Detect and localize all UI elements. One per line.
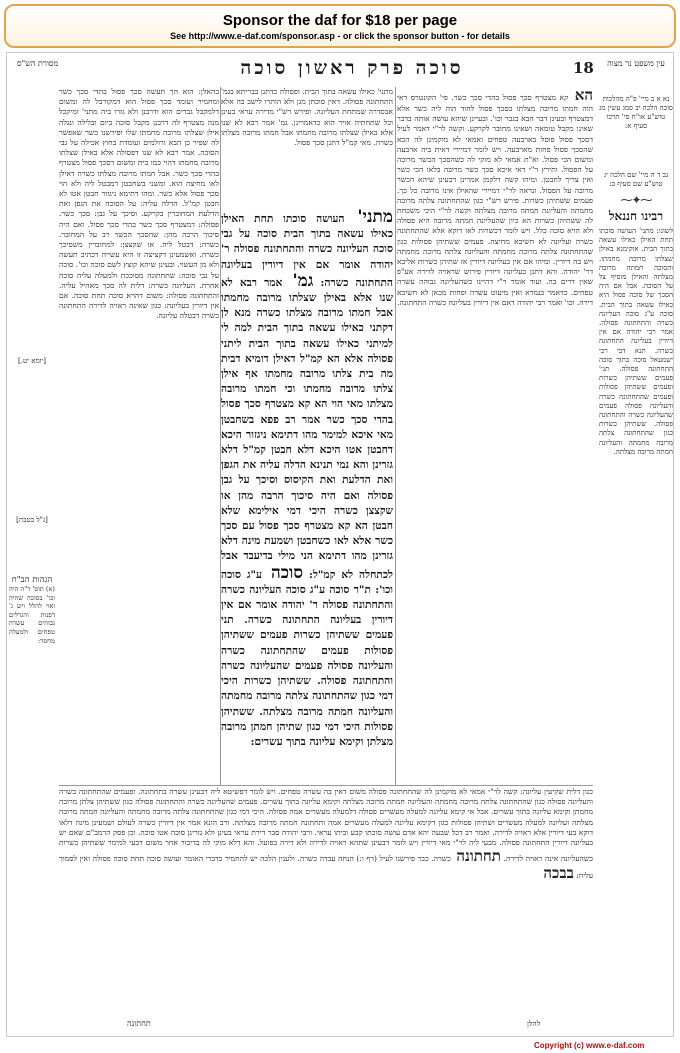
sugya-text: ע"ג סוכה וכו': ת"ר סוכה ע"ג סוכה העליונה כשרה והתחתונה פסולה ר' יהודה אומר אם אין דיורין בעליונה התחתונה כשרה. תני פעמים ששתיהן כשרות פעמים ששתיהן פסולות פעמים שהתחתונה כשרה והעליונה פסולה פעמים שהעליונה כשרה והתחתונה פסולה. ששתיהן כשרות היכי דמי כגון שהתחתונה צלתה מרובה מחמתה והעליונה חמתה מרובה מצלתה. ששתיהן פסולות היכי דמי כגון שתיהן חמתן מרובה מצלתן וקימא עליונה בתוך עשרים: — [221, 568, 393, 748]
page-header — [7, 53, 675, 87]
gemara-column — [221, 209, 393, 785]
ornament-divider: ⁓✦⁓ — [620, 193, 652, 207]
hagahot-title: הגהות הב"ח — [11, 575, 53, 585]
catch-word: תחתונה — [127, 1019, 151, 1028]
hagahot-text: (א) תוס' ד"ה היה וכו' בסוכה שהיה ואוי להלל ויש ג' דפנות והגדלים גבוהים עשרה טפחים ולמעלה מחסר: — [9, 585, 55, 645]
rabbeinu-chananel-text: לשונו: מתני' העושה סוכתו תחת האילן כאילו עשאה בתוך הבית. אוקימנא באילן שצלתו מרובה מחמתו. והסוכה חמתה מרובה מצלתה והאילן מוסיף צל על הסוכה. אבל אם היה הסכך של סוכה פסול היא כאילו עשאה בתוך הבית. סוכה ע"ג סוכה העליונה כשרה והתחתונה פסולה. אמר רבי יהודה אם אין דיורין בעליונה התחתונה כשרה. תנא דבי רבי ישמעאל סוכה בתוך סוכה התחתונה פסולה. תני' פעמים ששתיהן כשרות ופעמים ששתיהן פסולות ופעמים שהתחתונה כשרה והעליונה פסולה פעמים שהעליונה כשרה והתחתונה פסולה. ששתיהן כשרות כגון שהתחתונה צלתה מרובה מחמתה והעליונה חמתה מרובה מצלתה. — [599, 227, 673, 456]
gemara-heading: גמ' — [292, 270, 314, 291]
tosafot-text: קא מצטרף סכך פסול בהדי סכך כשר. פי' הקונטרס דאי הוה חמתו מרובה מצלתו בסכך פסול לחוד הוה ליה כשר אלא דמצטרף ובעינן דבר הבא בגבר וכו'. ובעיינן שיהא עושה אותה בדבר שאינו מקבל טומאה ושאינו מחובר לקרקע. וקשה לר"י דאמר לעיל דסכך פסול פוסל בארבעה טפחים ואמאי לא מוקמינן לה הכא שהסכך פסול פחות מארבעה. ויש לומר דמיירי דאית ביה ארבעה ומשום הכי פסול. וא"ת אמאי לא מוקי לה כשהסכך הכשר מרובה על הפסול. ותירץ ר"י דאי איכא סכך כשר מרובה בלאו הכי כשר ואין צריך לחבטן. ומיהו קשה דלקמן אמרינן דבעינן שיהא הכשר מרובה על הפסול. ונראה לר"י דמיירי שהאילן אינו מרובה כל כך. פעמים ששתיהן כשרות. פירש רש"י כגון שהתחתונה צלתה מרובה מחמתה והעליונה חמתה מרובה מצלתה וקשה לר"י היכי משכחת לה ששתיהן כשרות הא כיון שהעליונה חמתה מרובה היא פסולה ולא הויא סוכה כלל. ויש לומר דכשרות לאו דוקא אלא שהתחתונה כשרה ועליונה לא חשיבא מחיצה. פעמים ששתיהן פסולות כגון שהתחתונה צלתה מרובה מחמתה והעליונה צלתה מרובה מחמתה ויש בה דיורין. ומיהו אם אין בעליונה דיורין אז שתיהן כשרות אליבא דר' יהודה. והא דתנן בעליונה דיורין פירוש שראויה לדירה אע"פ שאין דרים בה. ועוד אומר ר"י דהיינו כשהעליונה גבוהה עשרה טפחים. כדאמר בגמרא ואין מיעוט עשרה ופחות מכאן לא חשיבא דירה. וכו' ואמר רבי יהודה דאם אין דיורין בעליונה כשרה התחתונה. — [397, 93, 593, 307]
sponsor-subtitle[interactable]: See http://www.e-daf.com/sponsor.asp - or click the sponsor button - for details — [170, 31, 510, 41]
footer-note: להלן — [527, 1019, 541, 1028]
bottom-heading-2: בבכה — [543, 864, 574, 883]
tosafot-column — [397, 87, 593, 783]
gemara-top-text: מתני' כאילו עשאה בתוך הבית. ופסולה כדתנן בבריתא בגמ' התחתונה פסולה. דאין סוכתן מגן ולא הותרו לישב בה אלא אכסדרה שמתחת העליונה. ופירש רש"י מדירה עראי בעינן וכל שתחתיה אויר הוא כדאמרינן. גמ' אמר רבא לא שנו אלא באילן שצלתו מרובה מחמתו אבל חמתו מרובה מצלתו כשרה. מאי קמ"ל דתנן סכך פסול. — [221, 87, 393, 148]
rashi-column — [59, 87, 219, 783]
running-head: סוכה פרק ראשון סוכה — [240, 57, 464, 79]
talmud-page — [6, 52, 674, 1037]
mishnah-heading: מתני' — [357, 209, 393, 227]
bottom-commentary — [59, 787, 593, 1015]
bottom-text: כגון דלית שקיעין עליונה: קשה לר"י אמאי לא מוקמינן לה שהתחתונה פסולה משום דאין בה עשרה טפחים. ויש לומר דפשיטא ליה דבעינן עשרה בתחתונה. ופעמים שהתחתונה כשרה והעליונה פסולה כגון שהתחתונה צלתה מרובה מחמתה והעליונה חמתה מרובה מצלתה וקימא עליונה בתוך עשרים. פעמים שהעליונה כשרה והתחתונה פסולה כגון ששתיהן צלתן מרובה מחמתן וקימא עליונה בתוך עשרים. אבל אי קימא עליונה למעלה מעשרים פסולה דלמעלה מעשרים אמה פסולה. היכי דמי כגון שהתחתונה צלתה מרובה מחמתה והעליונה חמתה מרובה מצלתה ועליונה למעלה מעשרים ושתיהן פסולות כגון דקימא עליונה למעלה מעשרים אמה ותחתונה חמתה מרובה מצלתה. ורב הונא אמר אין דיורין כשרה לעולם ושמעינן מינה דלאו דוקא בעי דיורין אלא ראויה לדירה. ואמר רב דכל שבעה יהא אדם עושה סוכתו קבע וביתו עראי. ורבי יהודה סבר דירת עראי בעינן ולא גזרינן סוכה אטו סוכה. וכן פסק הרמב"ם שאם יש בעליונה דיורין התחתונה פסולה. מבעי ליה לר"י מאי דיורין ויש לומר דבעינן שתהא ראויה לדירה ולא דירה בפועל. והא דלא מוקי לה בדיבור אחר משום דבעי למימר ששתיהן כשרות כשהעליונה אינה ראויה לדירה. — [59, 787, 593, 864]
sponsor-title[interactable]: Sponsor the daf for $18 per page — [222, 12, 458, 29]
rashi-text: בהאלן: הוא הך תעשה סכך פסול בהדי סכך כשר ומחמיר ועומד סכך פסול הוא דמקורבל לה ומשום דלמקבל גברים הוא ודרבנן ולא גזרו ביה מתני' ומיקבל מנה מצטרף לה דרבנן מקבל סוכה ביום ובלילה ונגלה אילן שצלתו מרובה מחמתו שלו ופירשנו כשר שאפשר לה שפיר כן הבא ורולמים ועומדת בחוץ אכילה על גבי הסוכה. אמר רבא לא שנו דפסולה אלא באילן שצלתו מרובה מחמתו דהוי כמו בית ומשום דסכך פסול מצטרף בהדי סכך כשר. אבל חמתו מרובה מצלתו כשרה דאילן לאו מחיצה הוא. ומשני בשחבטן דמבטל ליה ולא הוי סכך פסול אלא כשר. ומהו דתימא ניגזור חבטן אטו לא חבטן קמ"ל. הדלה עליה: על הסוכה את הגפן ואת הדלעת המחוברין בקרקע. וסיכך על גבן: סכך כשר. פסולה: דמצטרף סכך כשר בהדי סכך פסול. ואם היה סיכוך הרבה מהן: שהסכך הכשר רב על המחובר. כשרה: דבטל ליה. או שקצצן: למחוברין משסיכך כשרה. ואשמעינן דקציצה זו היא עשייה דכתיב תעשה ולא מן העשוי. ובעינן שיהא קוצץ לשם סוכה וכו'. סוכה על גבי סוכה: שתחתונה מסוככת ולמעלה עליה סוכה אחרת. העליונה כשרה: דלית לה סכך מאהיל עליה. והתחתונה פסולה: משום דהויא סוכה תחת סוכה. אם אין דיורין בעליונה: כגון שאינה ראויה לדירה התחתונה כשרה דבטלה עליונה. — [59, 87, 219, 321]
ein-mishpat-label: עין משפט נר מצוה — [607, 59, 665, 68]
ein-mishpat-entry: נב ד ה מיי' שם הלכה יג טוש"ע שם סעיף ב: — [603, 171, 669, 188]
tosafot-heading: הא — [574, 87, 593, 104]
gemara-text: אמר רבא לא שנו אלא באילן שצלתו מרובה מחמתו אבל חמתו מרובה מצלתו כשרה מנא לן דקתני כאילו עשאה בתוך הבית למה לי למיתני כאילו עשאה בתוך הבית ליתני פסולה אלא הא קמ"ל דאילן דומיא דבית מה בית צלתו מרובה מחמתו אף אילן צלתו מרובה מחמתו וכי חמתו מרובה מצלתו מאי הוי הא קא מצטרף סכך פסול בהדי סכך כשר אמר רב פפא בשחבטן מאי איכא למימר מהו דתימא ניגזור היכא דחבטן אטו היכא דלא חבטן קמ"ל דלא גזרינן והא נמי תנינא הדלה עליה את הגפן ואת הדלעת ואת הקיסוס וסיכך על גבן פסולה ואם היה סיכוך הרבה מהן או שקצצן כשרה היכי דמי אילימא שלא חבטן הא קא מצטרף סכך פסול עם סכך כשר אלא לאו כשחבטן ושמעת מינה דלא גזרינן מהו דתימא הני מילי בדיעבד אבל לכתחלה לא קמ"ל: — [221, 276, 393, 581]
ein-mishpat-entry: נא א ב מיי' פ"ה מהלכות סוכה הלכה יב סמג עשין מג טוש"ע או"ח סי' תרכו סעיף א: — [599, 95, 673, 130]
margin-ref: [ג"ל בטבת] — [16, 516, 48, 524]
rabbeinu-chananel-title: רבינו חננאל — [608, 209, 664, 223]
bottom-heading: תחתונה — [456, 847, 501, 866]
copyright-notice[interactable]: Copyright (c) www.e-daf.com — [534, 1041, 645, 1050]
page-number: 18 — [573, 59, 594, 77]
left-margin — [9, 57, 55, 997]
margin-ref: [יומא יט.] — [18, 357, 46, 365]
masoret-hashas-label: מסורת הש"ס — [17, 59, 59, 68]
sugya-heading: סוכה — [270, 562, 304, 583]
mishnah-text: העושה סוכתו תחת האילן כאילו עשאה בתוך הבית סוכה על גבי סוכה העליונה כשרה והתחתונה פסולה ר' יהודה אומר אם אין דיורין בעליונה התחתונה כשרה: — [221, 213, 393, 289]
gemara-top-commentary — [221, 87, 393, 207]
right-margin — [599, 87, 673, 1027]
column-divider — [395, 87, 396, 785]
bottom-text-2: כשרה. כבר פירשנו לעיל (דף ו:) הנחה עבדה כשרה. ולענין הלכה יש להחמיר כדברי האומר ועושה סוכה תחת סוכה פסולה ואין לסמוך עליה: — [59, 854, 593, 881]
section-divider — [59, 785, 593, 786]
sponsor-banner[interactable] — [4, 4, 676, 48]
